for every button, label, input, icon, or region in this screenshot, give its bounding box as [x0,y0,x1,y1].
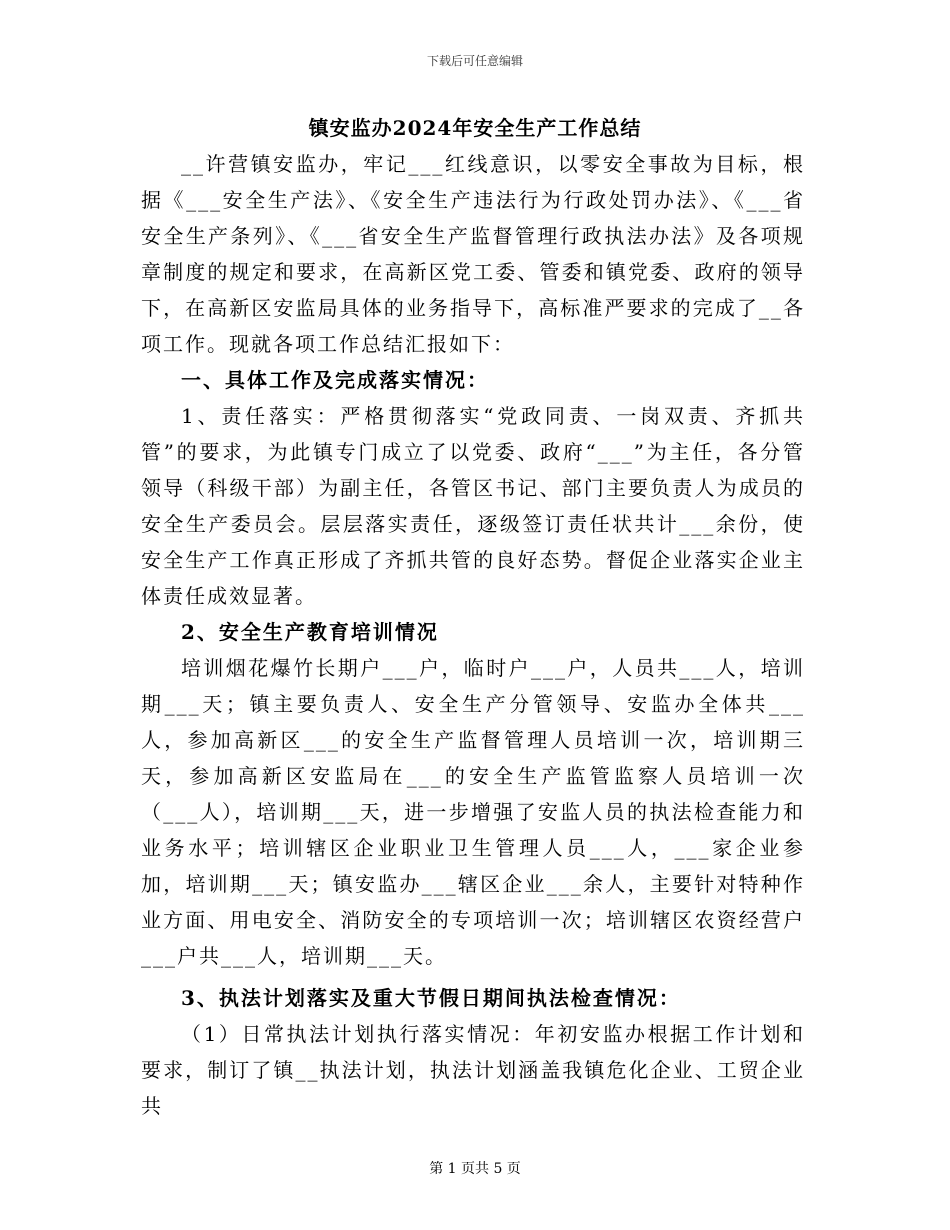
document-body [141,146,805,1124]
section-heading-2: 2、安全生产教育培训情况 [181,620,439,644]
paragraph-intro: __许营镇安监办，牢记___红线意识，以零安全事故为目标，根据《___安全生产法》、《安全生产违法行为行政处罚办法》、《___省安全生产条列》、《___省安全生产监督管理行政执法办法》及各项规章制度的规定和要求，在高新区党工委、管委和镇党委、政府的领导下，在高新区安监局具体的业务指导下，高标准严要求的完成了__各项工作。现就各项工作总结汇报如下： [141,152,805,356]
section-heading-3: 3、执法计划落实及重大节假日期间执法检查情况： [181,986,681,1010]
page-header-note: 下载后可任意编辑 [426,54,523,68]
section-heading-1: 一、具体工作及完成落实情况： [181,368,489,392]
page-number-footer: 第 1 页共 5 页 [429,1161,521,1177]
paragraph-responsibility: 1、责任落实：严格贯彻落实“党政同责、一岗双责、齐抓共管”的要求，为此镇专门成立了以党委、政府“___”为主任，各分管领导（科级干部）为副主任，各管区书记、部门主要负责人为成员的安全生产委员会。层层落实责任，逐级签订责任状共计___余份，使安全生产工作真正形成了齐抓共管的良好态势。督促企业落实企业主体责任成效显著。 [141,404,805,608]
paragraph-training: 培训烟花爆竹长期户___户，临时户___户，人员共___人，培训期___天；镇主要负责人、安全生产分管领导、安监办全体共___人，参加高新区___的安全生产监督管理人员培训一次，培训期三天，参加高新区安监局在___的安全生产监管监察人员培训一次（___人），培训期___天，进一步增强了安监人员的执法检查能力和业务水平；培训辖区企业职业卫生管理人员___人，___家企业参加，培训期___天；镇安监办___辖区企业___余人，主要针对特种作业方面、用电安全、消防安全的专项培训一次；培训辖区农资经营户___户共___人，培训期___天。 [141,656,805,968]
document-title: 镇安监办2024年安全生产工作总结 [308,116,642,140]
paragraph-enforcement: （1）日常执法计划执行落实情况：年初安监办根据工作计划和要求，制订了镇__执法计划，执法计划涵盖我镇危化企业、工贸企业共 [141,1022,805,1118]
